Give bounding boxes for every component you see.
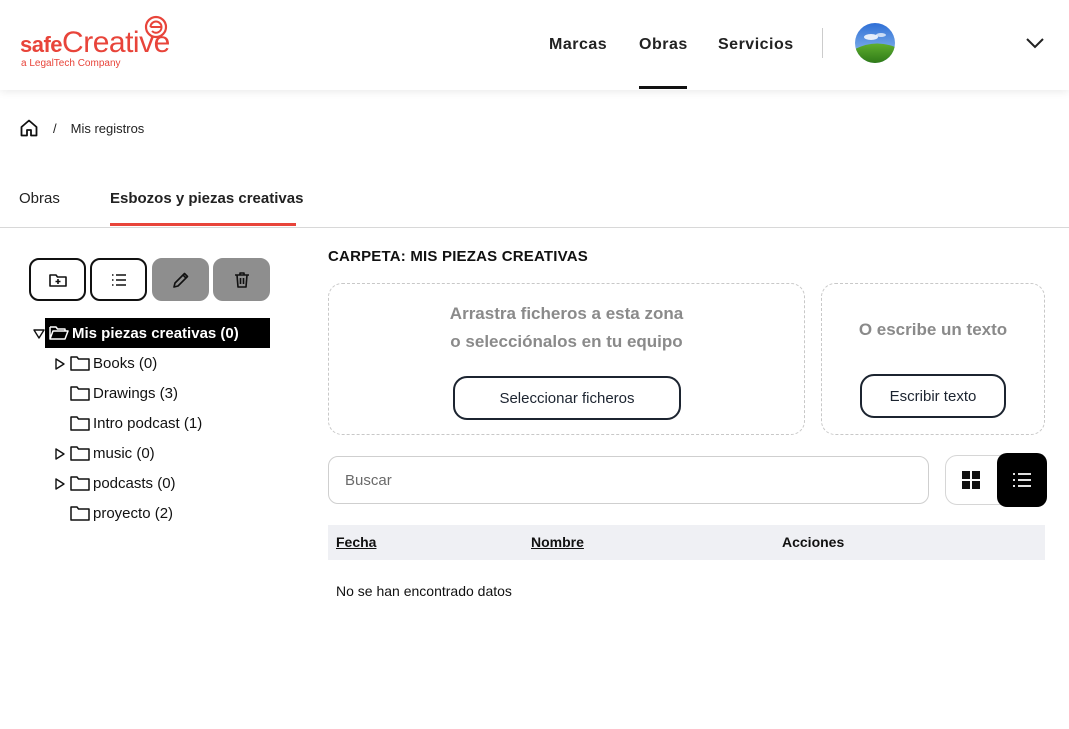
folder-icon xyxy=(70,475,90,491)
grid-icon xyxy=(962,471,980,489)
column-header-acciones: Acciones xyxy=(782,534,845,550)
write-text-button[interactable]: Escribir texto xyxy=(860,374,1006,418)
column-header-nombre[interactable]: Nombre xyxy=(531,534,584,550)
dropzone-line1: Arrastra ficheros a esta zona xyxy=(449,304,684,323)
tree-item-proyecto[interactable] xyxy=(70,498,173,528)
chevron-down-icon[interactable] xyxy=(1025,36,1045,50)
tabs-divider xyxy=(0,227,1069,228)
top-header xyxy=(0,0,1069,90)
tree-item-podcasts[interactable] xyxy=(70,468,176,498)
folder-title: CARPETA: MIS PIEZAS CREATIVAS xyxy=(328,248,588,265)
column-header-fecha[interactable]: Fecha xyxy=(336,534,377,550)
tree-item-label: Books (0) xyxy=(93,354,158,372)
write-text-message: O escribe un texto xyxy=(858,320,1008,339)
nav-obras[interactable]: Obras xyxy=(639,36,688,53)
search-input[interactable] xyxy=(328,456,929,504)
edit-folder-button[interactable] xyxy=(152,258,209,301)
tree-item-music[interactable] xyxy=(70,438,155,468)
caret-right-icon[interactable] xyxy=(54,448,66,460)
nav-marcas[interactable]: Marcas xyxy=(549,36,608,53)
caret-right-icon[interactable] xyxy=(54,358,66,370)
tree-item-books[interactable] xyxy=(70,348,157,378)
delete-folder-button[interactable] xyxy=(213,258,270,301)
breadcrumb xyxy=(19,118,144,138)
tree-item-label: Intro podcast (1) xyxy=(93,414,203,432)
list-icon xyxy=(1012,472,1032,488)
folder-icon xyxy=(70,385,90,401)
grid-view-button[interactable] xyxy=(946,456,996,504)
tree-item-label: podcasts (0) xyxy=(93,474,176,492)
select-files-button[interactable]: Seleccionar ficheros xyxy=(453,376,681,420)
trash-icon xyxy=(232,270,252,290)
tree-item-label: proyecto (2) xyxy=(93,504,174,522)
view-toggle xyxy=(945,455,1045,505)
folder-icon xyxy=(70,355,90,371)
text-dropzone xyxy=(821,283,1045,435)
folder-icon xyxy=(70,445,90,461)
tree-root-folder[interactable] xyxy=(45,318,270,348)
folder-icon xyxy=(70,415,90,431)
empty-table-message: No se han encontrado datos xyxy=(336,583,512,599)
logo-wordmark: safeCreative xyxy=(20,26,170,59)
tab-active-indicator xyxy=(110,223,296,226)
list-view-toggle-button[interactable] xyxy=(997,453,1047,507)
folder-open-icon xyxy=(49,325,69,341)
new-folder-button[interactable] xyxy=(29,258,86,301)
nav-divider xyxy=(822,28,823,58)
tree-item-drawings[interactable] xyxy=(70,378,178,408)
tree-item-label: music (0) xyxy=(93,444,155,462)
logo-mark-icon xyxy=(144,15,168,39)
table-header xyxy=(328,525,1045,560)
safecreative-logo[interactable] xyxy=(20,14,180,74)
nav-active-indicator xyxy=(639,86,687,89)
user-avatar[interactable] xyxy=(855,23,895,63)
folder-icon xyxy=(70,505,90,521)
list-icon xyxy=(109,270,129,290)
pencil-icon xyxy=(171,270,191,290)
dropzone-line2: o selecciónalos en tu equipo xyxy=(450,332,683,351)
breadcrumb-current: Mis registros xyxy=(70,120,145,136)
nav-servicios[interactable]: Servicios xyxy=(718,36,794,53)
tree-item-label: Drawings (3) xyxy=(93,384,179,402)
caret-down-icon[interactable] xyxy=(33,328,45,340)
home-icon[interactable] xyxy=(19,118,39,138)
tree-item-intro-podcast[interactable] xyxy=(70,408,202,438)
tab-obras[interactable]: Obras xyxy=(19,190,60,207)
file-dropzone[interactable] xyxy=(328,283,805,435)
caret-right-icon[interactable] xyxy=(54,478,66,490)
tab-esbozos[interactable]: Esbozos y piezas creativas xyxy=(110,190,304,207)
list-view-button[interactable] xyxy=(90,258,147,301)
breadcrumb-separator: / xyxy=(53,120,57,136)
logo-tagline: a LegalTech Company xyxy=(21,58,121,69)
folder-plus-icon xyxy=(48,270,68,290)
tree-item-label: Mis piezas creativas (0) xyxy=(72,324,239,342)
